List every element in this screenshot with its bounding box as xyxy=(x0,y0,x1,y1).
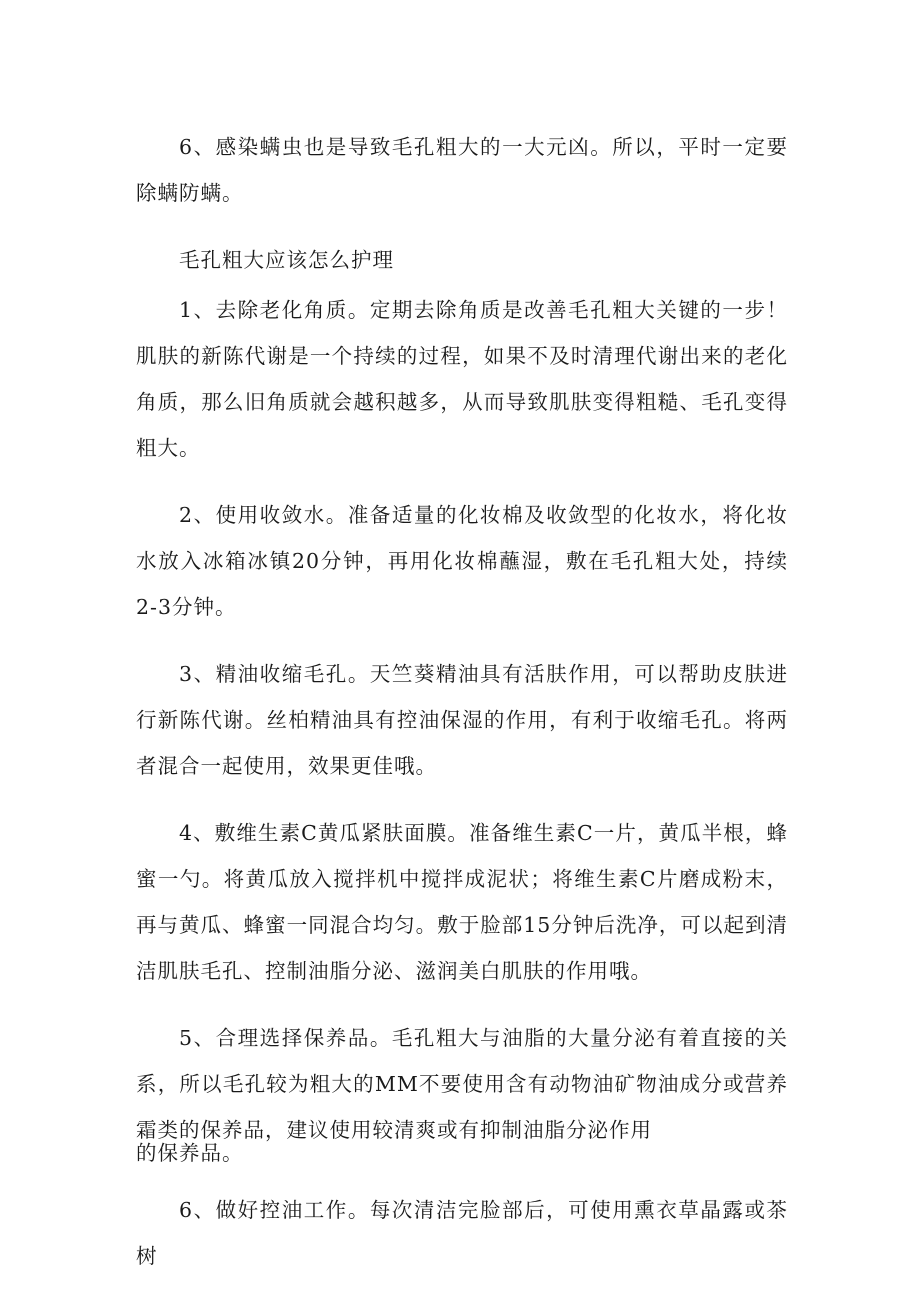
paragraph-oil-control: 6、做好控油工作。每次清洁完脸部后，可使用熏衣草晶露或茶树 xyxy=(136,1198,788,1268)
paragraph-skincare-choice: 5、合理选择保养品。毛孔粗大与油脂的大量分泌有着直接的关系，所以毛孔较为粗大的MM不要使用含有动物油矿物油成分或营养霜类的保养品，建议使用较清爽或有抑制油脂分泌作用 xyxy=(136,1026,788,1142)
document-body xyxy=(136,124,788,1300)
paragraph-mites: 6、感染螨虫也是导致毛孔粗大的一大元凶。所以，平时一定要除螨防螨。 xyxy=(136,135,788,205)
paragraph-exfoliate: 1、去除老化角质。定期去除角质是改善毛孔粗大关键的一步！肌肤的新陈代谢是一个持续的过程，如果不及时清理代谢出来的老化角质，那么旧角质就会越积越多，从而导致肌肤变得粗糙、毛孔变得粗大。 xyxy=(136,298,788,460)
paragraph-essential-oil: 3、精油收缩毛孔。天竺葵精油具有活肤作用，可以帮助皮肤进行新陈代谢。丝柏精油具有控油保湿的作用，有利于收缩毛孔。将两者混合一起使用，效果更佳哦。 xyxy=(136,662,788,778)
paragraph-vitamin-c-mask: 4、敷维生素C黄瓜紧肤面膜。准备维生素C一片，黄瓜半根，蜂蜜一勺。将黄瓜放入搅拌机中搅拌成泥状；将维生素C片磨成粉末，再与黄瓜、蜂蜜一同混合均匀。敷于脸部15分钟后洗净，可以起到清洁肌肤毛孔、控制油脂分泌、滋润美白肌肤的作用哦。 xyxy=(136,821,788,983)
paragraph-skincare-choice-continued: 的保养品。 xyxy=(136,1141,244,1165)
paragraph-toner: 2、使用收敛水。准备适量的化妆棉及收敛型的化妆水，将化妆水放入冰箱冰镇20分钟，再用化妆棉蘸湿，敷在毛孔粗大处，持续2-3分钟。 xyxy=(136,503,788,619)
section-heading: 毛孔粗大应该怎么护理 xyxy=(179,248,394,272)
